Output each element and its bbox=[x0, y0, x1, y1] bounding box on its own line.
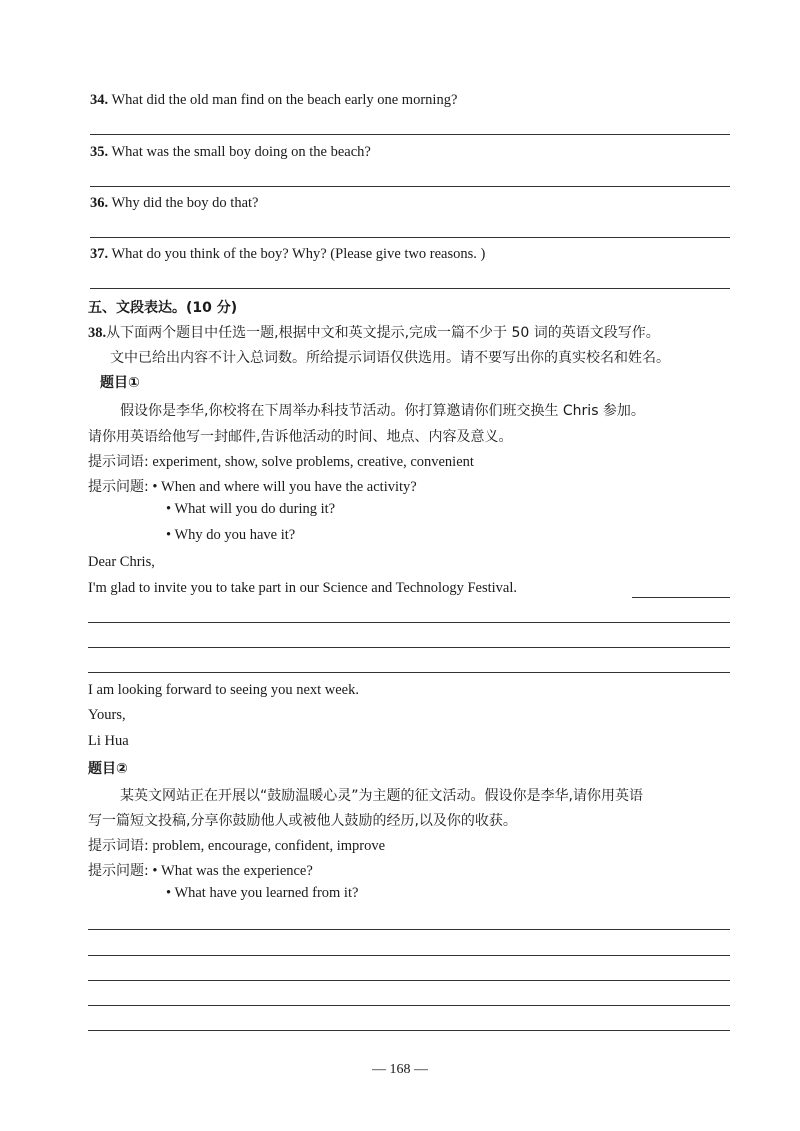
hint-words-label: 提示词语: bbox=[88, 454, 149, 470]
answer-line[interactable] bbox=[88, 647, 730, 648]
answer-line[interactable] bbox=[88, 929, 730, 930]
hint-words-label: 提示词语: bbox=[88, 838, 149, 854]
q38-text-1: 从下面两个题目中任选一题,根据中文和英文提示,完成一篇不少于 50 词的英语文段写作。 bbox=[106, 325, 660, 341]
page-number: — 168 — bbox=[372, 1062, 428, 1077]
question-text: What was the small boy doing on the beach? bbox=[111, 144, 371, 160]
letter-salutation: Dear Chris, bbox=[88, 554, 155, 570]
hint-words: problem, encourage, confident, improve bbox=[152, 838, 386, 854]
answer-line[interactable] bbox=[88, 980, 730, 981]
q38-instructions-1 bbox=[88, 322, 660, 342]
topic2-desc-2: 写一篇短文投稿,分享你鼓励他人或被他人鼓励的经历,以及你的收获。 bbox=[88, 813, 517, 829]
question-number: 35. bbox=[90, 144, 109, 160]
topic2-desc-1: 某英文网站正在开展以“鼓励温暖心灵”为主题的征文活动。假设你是李华,请你用英语 bbox=[120, 788, 643, 804]
hint-question-2: • What will you do during it? bbox=[166, 501, 336, 517]
q38-instructions-2: 文中已给出内容不计入总词数。所给提示词语仅供选用。请不要写出你的真实校名和姓名。 bbox=[110, 350, 670, 366]
question-34 bbox=[90, 92, 457, 109]
topic1-hint-words bbox=[88, 451, 474, 471]
hint-questions-label: 提示问题: bbox=[88, 479, 149, 495]
topic1-hint-questions bbox=[88, 476, 417, 496]
question-number: 34. bbox=[90, 92, 109, 108]
answer-line[interactable] bbox=[90, 237, 730, 238]
question-number: 37. bbox=[90, 246, 109, 262]
topic2-hint-questions bbox=[88, 860, 313, 880]
answer-line[interactable] bbox=[632, 597, 730, 598]
letter-closing: I am looking forward to seeing you next week. bbox=[88, 682, 359, 698]
question-text: Why did the boy do that? bbox=[111, 195, 259, 211]
hint-question-3: • Why do you have it? bbox=[166, 527, 296, 543]
hint-question-1: • What was the experience? bbox=[152, 863, 313, 879]
question-36 bbox=[90, 195, 258, 212]
letter-signoff: Yours, bbox=[88, 707, 126, 723]
answer-line[interactable] bbox=[90, 288, 730, 289]
question-text: What did the old man find on the beach early one morning? bbox=[111, 92, 458, 108]
topic1-heading: 题目① bbox=[100, 375, 140, 391]
letter-opening: I'm glad to invite you to take part in our Science and Technology Festival. bbox=[88, 580, 517, 596]
question-text: What do you think of the boy? Why? (Please give two reasons. ) bbox=[111, 246, 486, 262]
answer-line[interactable] bbox=[88, 1005, 730, 1006]
letter-signature: Li Hua bbox=[88, 733, 129, 749]
hint-words: experiment, show, solve problems, creative, convenient bbox=[152, 454, 474, 470]
answer-line[interactable] bbox=[88, 955, 730, 956]
topic1-desc-1: 假设你是李华,你校将在下周举办科技节活动。你打算邀请你们班交换生 Chris 参加。 bbox=[120, 403, 645, 419]
answer-line[interactable] bbox=[88, 622, 730, 623]
question-number: 36. bbox=[90, 195, 109, 211]
answer-line[interactable] bbox=[88, 672, 730, 673]
topic2-heading: 题目② bbox=[88, 761, 128, 777]
answer-line[interactable] bbox=[90, 186, 730, 187]
hint-question-2: • What have you learned from it? bbox=[166, 885, 359, 901]
question-number: 38. bbox=[88, 325, 107, 341]
answer-line[interactable] bbox=[88, 1030, 730, 1031]
answer-line[interactable] bbox=[90, 134, 730, 135]
topic2-hint-words bbox=[88, 835, 385, 855]
section-title: 五、文段表达。(10 分) bbox=[88, 300, 238, 316]
hint-question-1: • When and where will you have the activity? bbox=[152, 479, 417, 495]
topic1-desc-2: 请你用英语给他写一封邮件,告诉他活动的时间、地点、内容及意义。 bbox=[88, 429, 513, 445]
hint-questions-label: 提示问题: bbox=[88, 863, 149, 879]
question-37 bbox=[90, 246, 485, 263]
question-35 bbox=[90, 144, 371, 161]
